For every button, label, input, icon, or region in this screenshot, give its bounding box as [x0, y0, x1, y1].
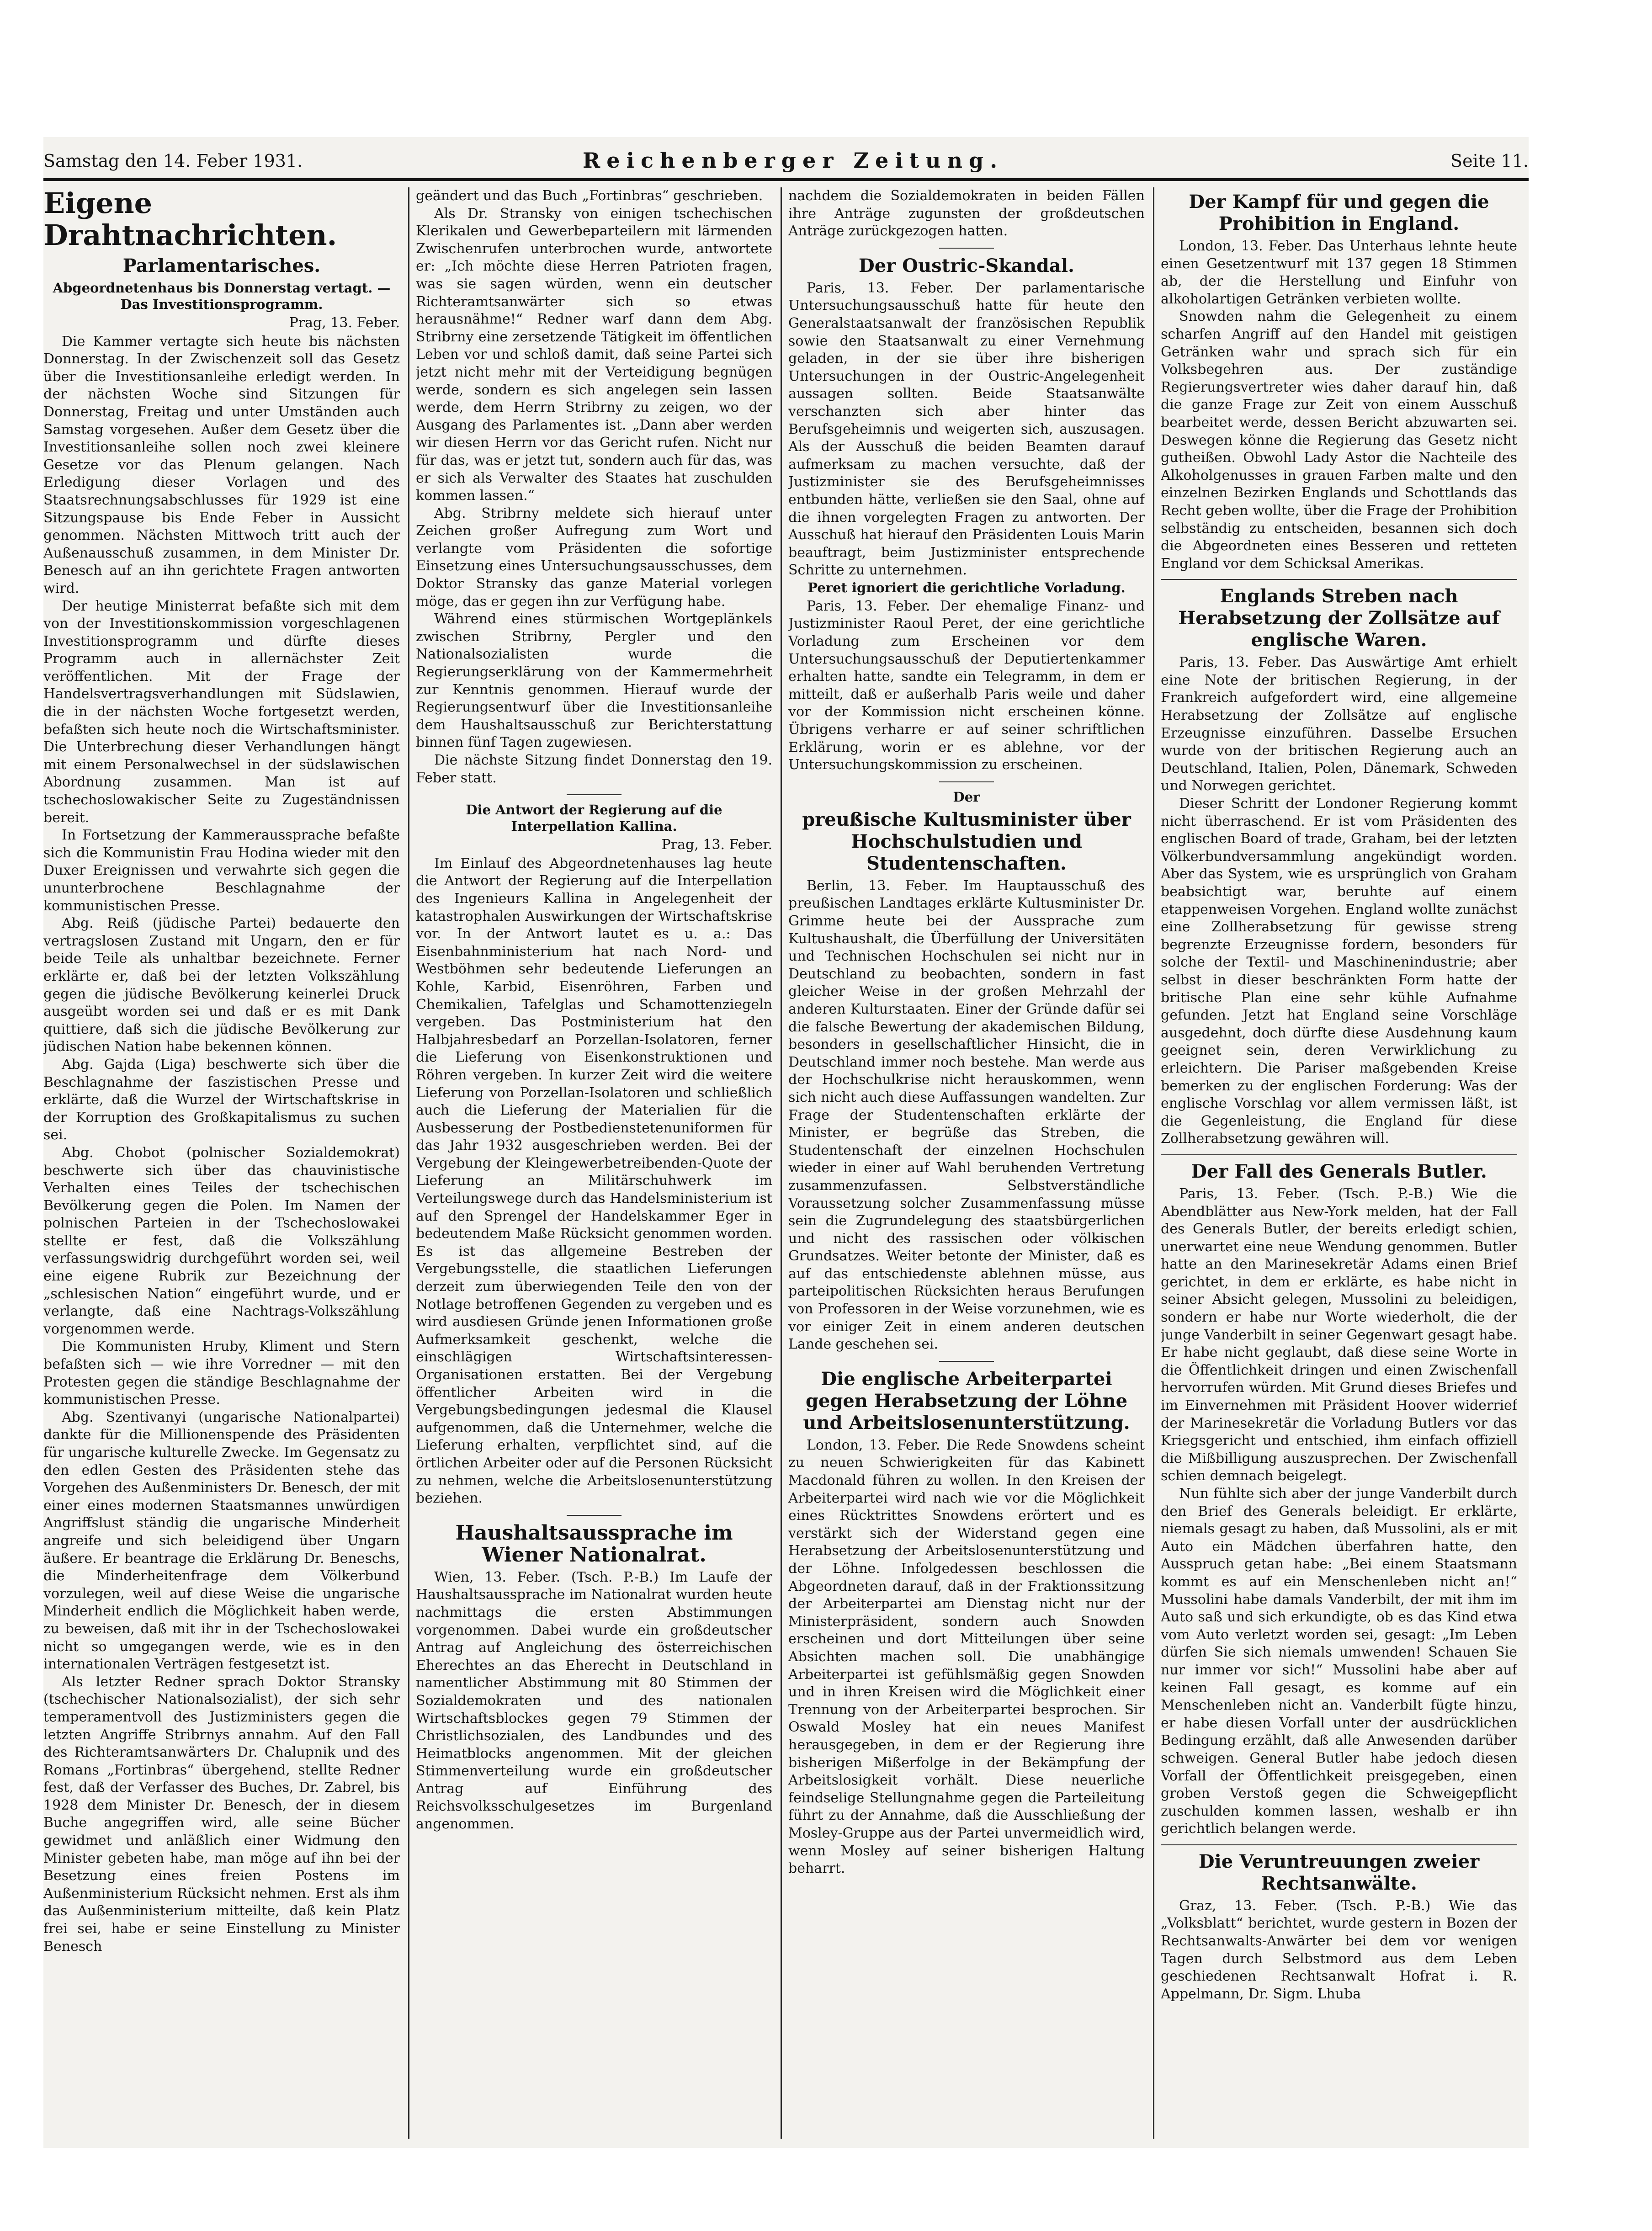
- article-title: Die Veruntreuungen zweier Rechtsanwälte.: [1198, 1850, 1480, 1894]
- article-paragraph: Die Kommunisten Hruby, Kliment und Stern befaßten sich — wie ihre Vorredner — mit den Protesten gegen die ständige Beschlagnahme der kommunistischen Presse.: [43, 1339, 400, 1408]
- newspaper-page: [43, 137, 1529, 2148]
- article-paragraph: nachdem die Sozialdemokraten in beiden Fällen ihre Anträge zugunsten der großdeutschen Anträge zurückgezogen hatten.: [788, 188, 1145, 239]
- article-kicker: Der: [953, 789, 980, 805]
- article-paragraph: Während eines stürmischen Wortgeplänkels zwischen Stribrny, Pergler und den Nationalsozialisten wurde die Regierungserklärung von der Kammermehrheit zur Kenntnis genommen. Hierauf wurde der Regierungsentwurf über die Investitionsanleihe dem Haushaltsausschuß zur Berichterstattung binnen fünf Tagen zugewiesen.: [416, 611, 772, 751]
- article-paragraph: Abg. Chobot (polnischer Sozialdemokrat) beschwerte sich über das chauvinistische Verhalten eines Teiles der tschechischen Bevölkerung gegen die Polen. Im Namen der polnischen Parteien in der Tschechoslowakei stellte er fest, daß die Volkszählung verfassungswidrig durchgeführt worden sei, weil eine eigene Rubrik zur Bezeichnung der „schlesischen Nation“ eingeführt wurde, und er verlangte, daß eine Nachtrags-Volkszählung vorgenommen werde.: [43, 1144, 400, 1337]
- article-dateline: Prag, 13. Feber.: [661, 837, 772, 853]
- article-paragraph: Der heutige Ministerrat befaßte sich mit dem von der Investitionskommission vorgeschlagenen Investitionsprogramm und dürfte dieses Programm auch in allernächster Zeit veröffentlichen. Mit der Frage der Handelsvertragsverhandlungen mit Südslawien, die in der nächsten Woche fortgesetzt werden, befaßten sich heute noch die Wirtschaftsminister. Die Unterbrechung dieser Verhandlungen hängt mit einem Personalwechsel in der südslawischen Abordnung zusammen. Man ist auf tschechoslowakischer Seite zu Zugeständnissen bereit.: [43, 598, 400, 826]
- column-rule: [781, 187, 782, 2139]
- article-paragraph: Nun fühlte sich aber der junge Vanderbilt durch den Brief des Generals beleidigt. Er erklärte, niemals gesagt zu haben, daß Mussolini, als er mit Auto ein Mädchen überfahren hatte, den Ausspruch getan habe: „Bei einem Staatsmann kommt es auf ein Menschenleben nicht an!“ Mussolini habe damals Vanderbilt, der mit ihm im Auto saß und sich erkundigte, ob es das Kind etwa vom Auto verletzt worden sei, gesagt: „Im Leben dürfen Sie sich niemals umwenden! Schauen Sie nur immer vor sich!“ Mussolini habe aber auf keinen Fall gesagt, es komme auf ein Menschenleben nicht an. Vanderbilt fügte hinzu, er habe diesen Vorfall unter der ausdrücklichen Bedingung erzählt, daß alle Anwesenden darüber schweigen. General Butler habe jedoch diesen Vorfall der Öffentlichkeit preisgegeben, einen groben Verstoß gegen die Schweigepflicht zuschulden kommen lassen, weshalb er ihn gerichtlich belangen werde.: [1161, 1486, 1517, 1837]
- article-paragraph: Wien, 13. Feber. (Tsch. P.-B.) Im Laufe der Haushaltsaussprache im Nationalrat wurden heute nachmittags die ersten Abstimmungen vorgenommen. Dabei wurde ein großdeutscher Antrag auf Angleichung des österreichischen Eherechtes an das Eherecht in Deutschland in namentlicher Abstimmung mit 80 Stimmen der Sozialdemokraten und des nationalen Wirtschaftsblockes gegen 79 Stimmen der Christlichsozialen, des Landbundes und des Heimatblocks angenommen. Mit der gleichen Stimmenverteilung wurde ein großdeutscher Antrag auf Einführung des Reichsvolksschulgesetzes im Burgenland angenommen.: [416, 1569, 772, 1833]
- issue-date: Samstag den 14. Feber 1931.: [43, 151, 303, 171]
- article-subtitle: Abgeordnetenhaus bis Donnerstag vertagt. — Das Investitionsprogramm.: [53, 280, 391, 312]
- page-header: [43, 146, 1529, 178]
- article-paragraph: Dieser Schritt der Londoner Regierung kommt nicht überraschend. Er ist vom Präsidenten des englischen Board of trade, Graham, bei der letzten Völkerbundversammlung angekündigt worden. Aber das System, wie es ursprünglich von Graham beabsichtigt war, beruhte auf einem etappenweisen Vorgehen. England wollte zunächst eine Zollherabsetzung für gewisse streng begrenzte Erzeugnisse fordern, besonders für solche der Textil- und Maschinenindustrie; aber selbst in dieser beschränkten Form hatte der britische Plan eine sehr kühle Aufnahme gefunden. Jetzt hat England seine Vorschläge ausgedehnt, doch dürfte diese Ausdehnung kaum geeignet sein, deren Verwirklichung zu erleichtern. Die Pariser maßgebenden Kreise bemerken zu der englischen Forderung: Was der englische Vorschlag vor allem vermissen läßt, ist die Gegenleistung, die England für diese Zollherabsetzung gewähren will.: [1161, 796, 1517, 1147]
- article-divider: [1161, 579, 1517, 580]
- article-paragraph: Snowden nahm die Gelegenheit zu einem scharfen Angriff auf den Handel mit geistigen Getränken wahr und sprach sich für ein Volksbegehren aus. Der zuständige Regierungsvertreter wies daher darauf hin, daß die ganze Frage zur Zeit von einem Ausschuß bearbeitet werde, dessen Bericht abzuwarten sei. Deswegen könne die Regierung das Gesetz nicht gutheißen. Obwohl Lady Astor die Nachteile des Alkoholgenusses in grauen Farben malte und den einzelnen Bezirken Englands und Schottlands das Recht geben wollte, über die Frage der Prohibition selbständig zu entscheiden, besannen sich doch die Abgeordneten eines Besseren und retteten England vor dem Schicksal Amerikas.: [1161, 308, 1517, 572]
- article-paragraph: Als Dr. Stransky von einigen tschechischen Klerikalen und Gewerbeparteilern mit lärmenden Zwischenrufen unterbrochen wurde, antwortete er: „Ich möchte diese Herren Patrioten fragen, was sie sagen würden, wenn ein deutscher Richteramtsanwärter sich so etwas herausnähme!“ Redner warf dann dem Abg. Stribrny eine zersetzende Tätigkeit im öffentlichen Leben vor und schloß damit, daß seine Partei sich jetzt nicht mehr mit der Verteidigung begnügen werde, sondern es sich angelegen sein lassen werde, dem Herrn Stribrny zu zeigen, wo der Ausgang des Parlamentes ist. „Dann aber werden wir diesen Herrn vor das Gericht rufen. Nicht nur für das, was er jetzt tut, sondern auch für das, was er sich als Verwalter des Staates hat zuschulden kommen lassen.“: [416, 205, 772, 504]
- article-paragraph: Graz, 13. Feber. (Tsch. P.-B.) Wie das „Volksblatt“ berichtet, wurde gestern in Bozen der Rechtsanwalts-Anwärter bei dem vor wenigen Tagen durch Selbstmord aus dem Leben geschiedenen Rechtsanwalt Hofrat i. R. Appelmann, Dr. Sigm. Lhuba: [1161, 1897, 1517, 2002]
- article-divider: [567, 1515, 621, 1516]
- article-paragraph: Die Kammer vertagte sich heute bis nächsten Donnerstag. In der Zwischenzeit soll das Gesetz über die Investitionsanleihe erledigt werden. In der nächsten Woche sind Sitzungen für Donnerstag, Freitag und unter Umständen auch Samstag vorgesehen. Außer dem Gesetz über die Investitionsanleihe sollen noch zwei kleinere Gesetze vor das Plenum gelangen. Nach Erledigung dieser Vorlagen und des Staatsrechnungsabschlusses für 1929 ist eine Sitzungspause bis Ende Feber in Aussicht genommen. Nächsten Mittwoch tritt auch der Außenausschuß zusammen, in dem Minister Dr. Benesch auf an ihn gerichtete Fragen antworten wird.: [43, 333, 400, 596]
- article-paragraph: Paris, 13. Feber. Das Auswärtige Amt erhielt eine Note der britischen Regierung, in der Frankreich aufgefordert wird, eine allgemeine Herabsetzung der Zollsätze auf englische Erzeugnisse einzuführen. Dasselbe Ersuchen wurde von der britischen Regierung auch an Deutschland, Italien, Polen, Dänemark, Schweden und Norwegen gerichtet.: [1161, 654, 1517, 794]
- column-rule: [1153, 187, 1154, 2139]
- article-paragraph: Abg. Stribrny meldete sich hierauf unter Zeichen großer Aufregung zum Wort und verlangte vom Präsidenten die sofortige Einsetzung eines Untersuchungsausschusses, dem Doktor Stransky das ganze Material vorlegen möge, das er gegen ihn zur Verfügung habe.: [416, 505, 772, 610]
- article-paragraph: Paris, 13. Feber. (Tsch. P.-B.) Wie die Abendblätter aus New-York melden, hat der Fall des Generals Butler, der bereits erledigt schien, unerwartet eine neue Wendung genommen. Butler hatte an den Marinesekretär Adams einen Brief gerichtet, in dem er erklärte, es habe nicht in seiner Absicht gelegen, Mussolini zu beleidigen, sondern er habe nur Worte wiederholt, die der junge Vanderbilt in seiner Gegenwart gesagt habe. Er habe nicht geglaubt, daß diese seine Worte in die Öffentlichkeit dringen und einen Zwischenfall hervorrufen würden. Mit Grund dieses Briefes und im Einvernehmen mit Präsident Hoover widerrief der Marinesekretär die Vorladung Butlers vor das Kriegsgericht und entschied, ihm einfach offiziell die Mißbilligung auszusprechen. Der Zwischenfall schien demnach beigelegt.: [1161, 1185, 1517, 1484]
- article-title: Haushaltsaussprache im Wiener Nationalrat.: [455, 1521, 733, 1567]
- article-paragraph: Die nächste Sitzung findet Donnerstag den 19. Feber statt.: [416, 752, 772, 786]
- article-paragraph: geändert und das Buch „Fortinbras“ geschrieben.: [416, 188, 763, 204]
- column-4: [1161, 187, 1517, 2139]
- article-paragraph: Paris, 13. Feber. Der parlamentarische Untersuchungsausschuß hatte für heute den Generalstaatsanwalt der französischen Republik sowie den Staatsanwalt zu einer Vernehmung geladen, in der sie über ihre bisherigen Untersuchungen in der Oustric-Angelegenheit aussagen sollten. Beide Staatsanwälte verschanzten sich aber hinter das Berufsgeheimnis und weigerten sich, auszusagen. Als der Ausschuß die beiden Beamten darauf aufmerksam zu machen versuchte, daß der Justizminister sie des Berufsgeheimnisses entbunden hätte, verließen sie den Saal, ohne auf die ihnen vorgelegten Fragen zu antworten. Der Ausschuß hat hierauf den Präsidenten Louis Marin beauftragt, beim Justizminister entsprechende Schritte zu unternehmen.: [788, 280, 1145, 579]
- article-title: Englands Streben nach Herabsetzung der Zollsätze auf englische Waren.: [1178, 585, 1500, 651]
- article-subtitle: Peret ignoriert die gerichtliche Vorladung.: [807, 579, 1126, 595]
- article-paragraph: Als letzter Redner sprach Doktor Stransky (tschechischer Nationalsozialist), der sich sehr temperamentvoll des Justizministers gegen die letzten Angriffe Stribrnys annahm. Auf den Fall des Richteramtsanwärters Dr. Chalupnik und des Romans „Fortinbras“ übergehend, stellte Redner fest, daß der Verfasser des Buches, Dr. Zabrel, bis 1928 dem Minister Dr. Benesch, der in diesem Buche angegriffen wird, alle seine Bücher gewidmet und anläßlich einer Widmung den Minister gebeten habe, man möge auf ihn bei der Besetzung eines freien Postens im Außenministerium Rücksicht nehmen. Erst als ihm das Außenministerium mitteilte, daß kein Platz frei sei, habe er seine Einstellung zu Minister Benesch: [43, 1673, 400, 1955]
- article-title: Der Fall des Generals Butler.: [1191, 1160, 1487, 1182]
- article-title: Parlamentarisches.: [122, 255, 321, 276]
- article-paragraph: Im Einlauf des Abgeordnetenhauses lag heute die Antwort der Regierung auf die Interpellation des Ingenieurs Kallina in Angelegenheit der katastrophalen Auswirkungen der Wirtschaftskrise vor. In der Antwort lautet es u. a.: Das Eisenbahnministerium hat nach Nord- und Westböhmen sehr bedeutende Lieferungen an Kohle, Karbid, Eisenröhren, Farben und Chemikalien, Tafelglas und Schamottenziegeln vergeben. Das Postministerium hat den Halbjahresbedarf an Porzellan-Isolatoren, ferner die Lieferung von Eisenkonstruktionen und Röhren vergeben. In kurzer Zeit wird die weitere Lieferung von Porzellan-Isolatoren und schließlich auch die Lieferung der Materialien für die Ausbesserung der Postbedienstetenuniformen für das Jahr 1932 ausgeschrieben werden. Bei der Vergebung der Kleingewerbetreibenden-Quote der Lieferung an Militärschuhwerk im Verteilungswege durch das Handelsministerium ist auf den Sprengel der Handelskammer Eger in bedeutendem Maße Rücksicht genommen worden. Es ist das allgemeine Bestreben der Vergebungsstelle, die staatlichen Lieferungen derzeit zum überwiegenden Teile den von der Notlage betroffenen Gegenden zu vergeben und es wird ausdiesen Gründe jenen Informationen große Aufmerksamkeit geschenkt, welche die einschlägigen Wirtschaftsinteressen-Organisationen erstatten. Bei der Vergebung öffentlicher Arbeiten wird in die Vergebungsbedingungen jedesmal die Klausel aufgenommen, daß die Unternehmer, welche die Lieferung erhalten, verpflichtet sind, auf die örtlichen Arbeiter oder auf die Personen Rücksicht zu nehmen, welche die Arbeitslosenunterstützung beziehen.: [416, 855, 772, 1507]
- article-paragraph: Abg. Gajda (Liga) beschwerte sich über die Beschlagnahme der faszistischen Presse und erklärte, daß die Wurzel der Wirtschaftskrise in der Korruption des Großkapitalismus zu suchen sei.: [43, 1056, 400, 1143]
- article-title: Der Kampf für und gegen die Prohibition in England.: [1189, 191, 1489, 234]
- article-divider: [1161, 1844, 1517, 1845]
- article-divider: [939, 781, 994, 782]
- article-paragraph: Berlin, 13. Feber. Im Hauptausschuß des preußischen Landtages erklärte Kultusminister Dr. Grimme heute bei der Aussprache zum Kultushaushalt, die Überfüllung der Universitäten und Technischen Hochschulen sei nicht nur in Deutschland zu beobachten, sondern in fast gleicher Weise in der großen Mehrzahl der anderen Kulturstaaten. Einer der Gründe dafür sei die falsche Bewertung der akademischen Bildung, besonders in gesellschaftlicher Hinsicht, die in Deutschland immer noch bestehe. Man werde aus der Hochschulkrise nicht herauskommen, wenn sich nicht auch diese Auffassungen wandelten. Zur Frage der Studentenschaften erklärte der Minister, er begrüße das Streben, die Studentenschaft der einzelnen Hochschulen wieder in einer auf Wahl beruhenden Vertretung zusammenzufassen. Selbstverständliche Voraussetzung solcher Zusammenfassung müsse sein die Zugrundelegung des staatsbürgerlichen und nicht des rassischen oder völkischen Grundsatzes. Weiter betonte der Minister, daß es auf das entschiedenste ablehnen müsse, aus parteipolitischen Rücksichten heraus Berufungen von Professoren in der Weise vorzunehmen, wie es vor einiger Zeit in einem anderen deutschen Lande geschehen sei.: [788, 877, 1145, 1353]
- article-title: preußische Kultusminister über Hochschulstudien und Studentenschaften.: [802, 808, 1131, 874]
- column-rule: [408, 187, 409, 2139]
- masthead-title: Reichenberger Zeitung.: [583, 148, 1004, 173]
- article-title: Die Antwort der Regierung auf die Interpellation Kallina.: [466, 802, 722, 834]
- article-paragraph: Abg. Reiß (jüdische Partei) bedauerte den vertragslosen Zustand mit Ungarn, den er für beide Teile als unhaltbar bezeichnete. Ferner erklärte er, daß bei der letzten Volkszählung gegen die jüdische Bevölkerung keinerlei Druck ausgeübt worden sei und daß er es mit Dank quittiere, daß sich die jüdische Bevölkerung zur jüdischen Nation habe bekennen können.: [43, 915, 400, 1055]
- article-paragraph: Paris, 13. Feber. Der ehemalige Finanz- und Justizminister Raoul Peret, der eine gerichtliche Vorladung zum Erscheinen vor dem Untersuchungsausschuß der Deputiertenkammer erhalten hatte, sandte ein Telegramm, in dem er mitteilt, daß er außerhalb Paris weile und daher vor der Kommission nicht erscheinen könne. Übrigens verharre er auf seiner schriftlichen Erklärung, worin er es ablehne, vor der Untersuchungskommission zu erscheinen.: [788, 598, 1145, 773]
- column-1: [43, 187, 400, 2139]
- article-paragraph: London, 13. Feber. Die Rede Snowdens scheint zu neuen Schwierigkeiten für das Kabinett Macdonald führen zu wollen. In den Kreisen der Arbeiterpartei wird nach wie vor die Möglichkeit eines Rücktrittes Snowdens erörtert und es verstärkt sich der Widerstand gegen eine Herabsetzung der Arbeitslosenunterstützung und der Löhne. Infolgedessen beschlossen die Abgeordneten darauf, daß in der Fraktionssitzung der Arbeiterpartei am Dienstag nicht nur der Ministerpräsident, sondern auch Snowden erscheinen und dort Mitteilungen über seine Absichten machen soll. Die unabhängige Arbeiterpartei ist gefühlsmäßig gegen Snowden und in ihren Kreisen wird die Möglichkeit einer Trennung von der Arbeiterpartei besprochen. Sir Oswald Mosley hat ein neues Manifest herausgegeben, in dem er der Regierung ihre bisherigen Mißerfolge in der Bekämpfung der Arbeitslosigkeit vorhält. Diese neuerliche feindselige Stellungnahme gegen die Parteileitung führt zu der Annahme, daß die Ausschließung der Mosley-Gruppe aus der Partei unvermeidlich wird, wenn Mosley auf seiner bisherigen Haltung beharrt.: [788, 1437, 1145, 1877]
- column-3: [788, 187, 1145, 2139]
- article-divider: [939, 1361, 994, 1362]
- article-divider: [939, 248, 994, 249]
- article-divider: [567, 794, 621, 795]
- article-dateline: Prag, 13. Feber.: [289, 315, 400, 331]
- page-number: Seite 11.: [1450, 151, 1529, 171]
- header-rule: [43, 178, 1529, 181]
- article-divider: [1161, 1154, 1517, 1155]
- article-paragraph: London, 13. Feber. Das Unterhaus lehnte heute einen Gesetzentwurf mit 137 gegen 18 Stimmen ab, der die Herstellung und Einfuhr von alkoholartigen Getränken verbieten wollte.: [1161, 238, 1517, 307]
- article-paragraph: In Fortsetzung der Kammeraussprache befaßte sich die Kommunistin Frau Hodina wieder mit den Duxer Ereignissen und verwahrte sich gegen die ununterbrochene Beschlagnahme der kommunistischen Presse.: [43, 827, 400, 914]
- column-2: [416, 187, 772, 2139]
- article-title: Die englische Arbeiterpartei gegen Herabsetzung der Löhne und Arbeitslosenunterstützung.: [803, 1368, 1130, 1434]
- section-title: Eigene Drahtnachrichten.: [43, 187, 337, 252]
- article-paragraph: Abg. Szentivanyi (ungarische Nationalpartei) dankte für die Millionenspende des Präsidenten für ungarische kulturelle Zwecke. Im Gegensatz zu den edlen Gesten des Präsidenten stehe das Vorgehen des Außenministers Dr. Benesch, der mit einer eines modernen Staatsmannes unwürdigen Angriffslust ständig die ungarische Minderheit angreife und sich beleidigend über Ungarn äußere. Er beantrage die Erklärung Dr. Beneschs, die Minderheitenfrage dem Völkerbund vorzulegen, weil auf diese Weise die ungarische Minderheit endlich die Möglichkeit haben werde, zu beweisen, daß mit ihr in der Tschechoslowakei nicht so umgegangen werde, wie es in den internationalen Verträgen festgesetzt ist.: [43, 1409, 400, 1673]
- article-title: Der Oustric-Skandal.: [859, 255, 1074, 276]
